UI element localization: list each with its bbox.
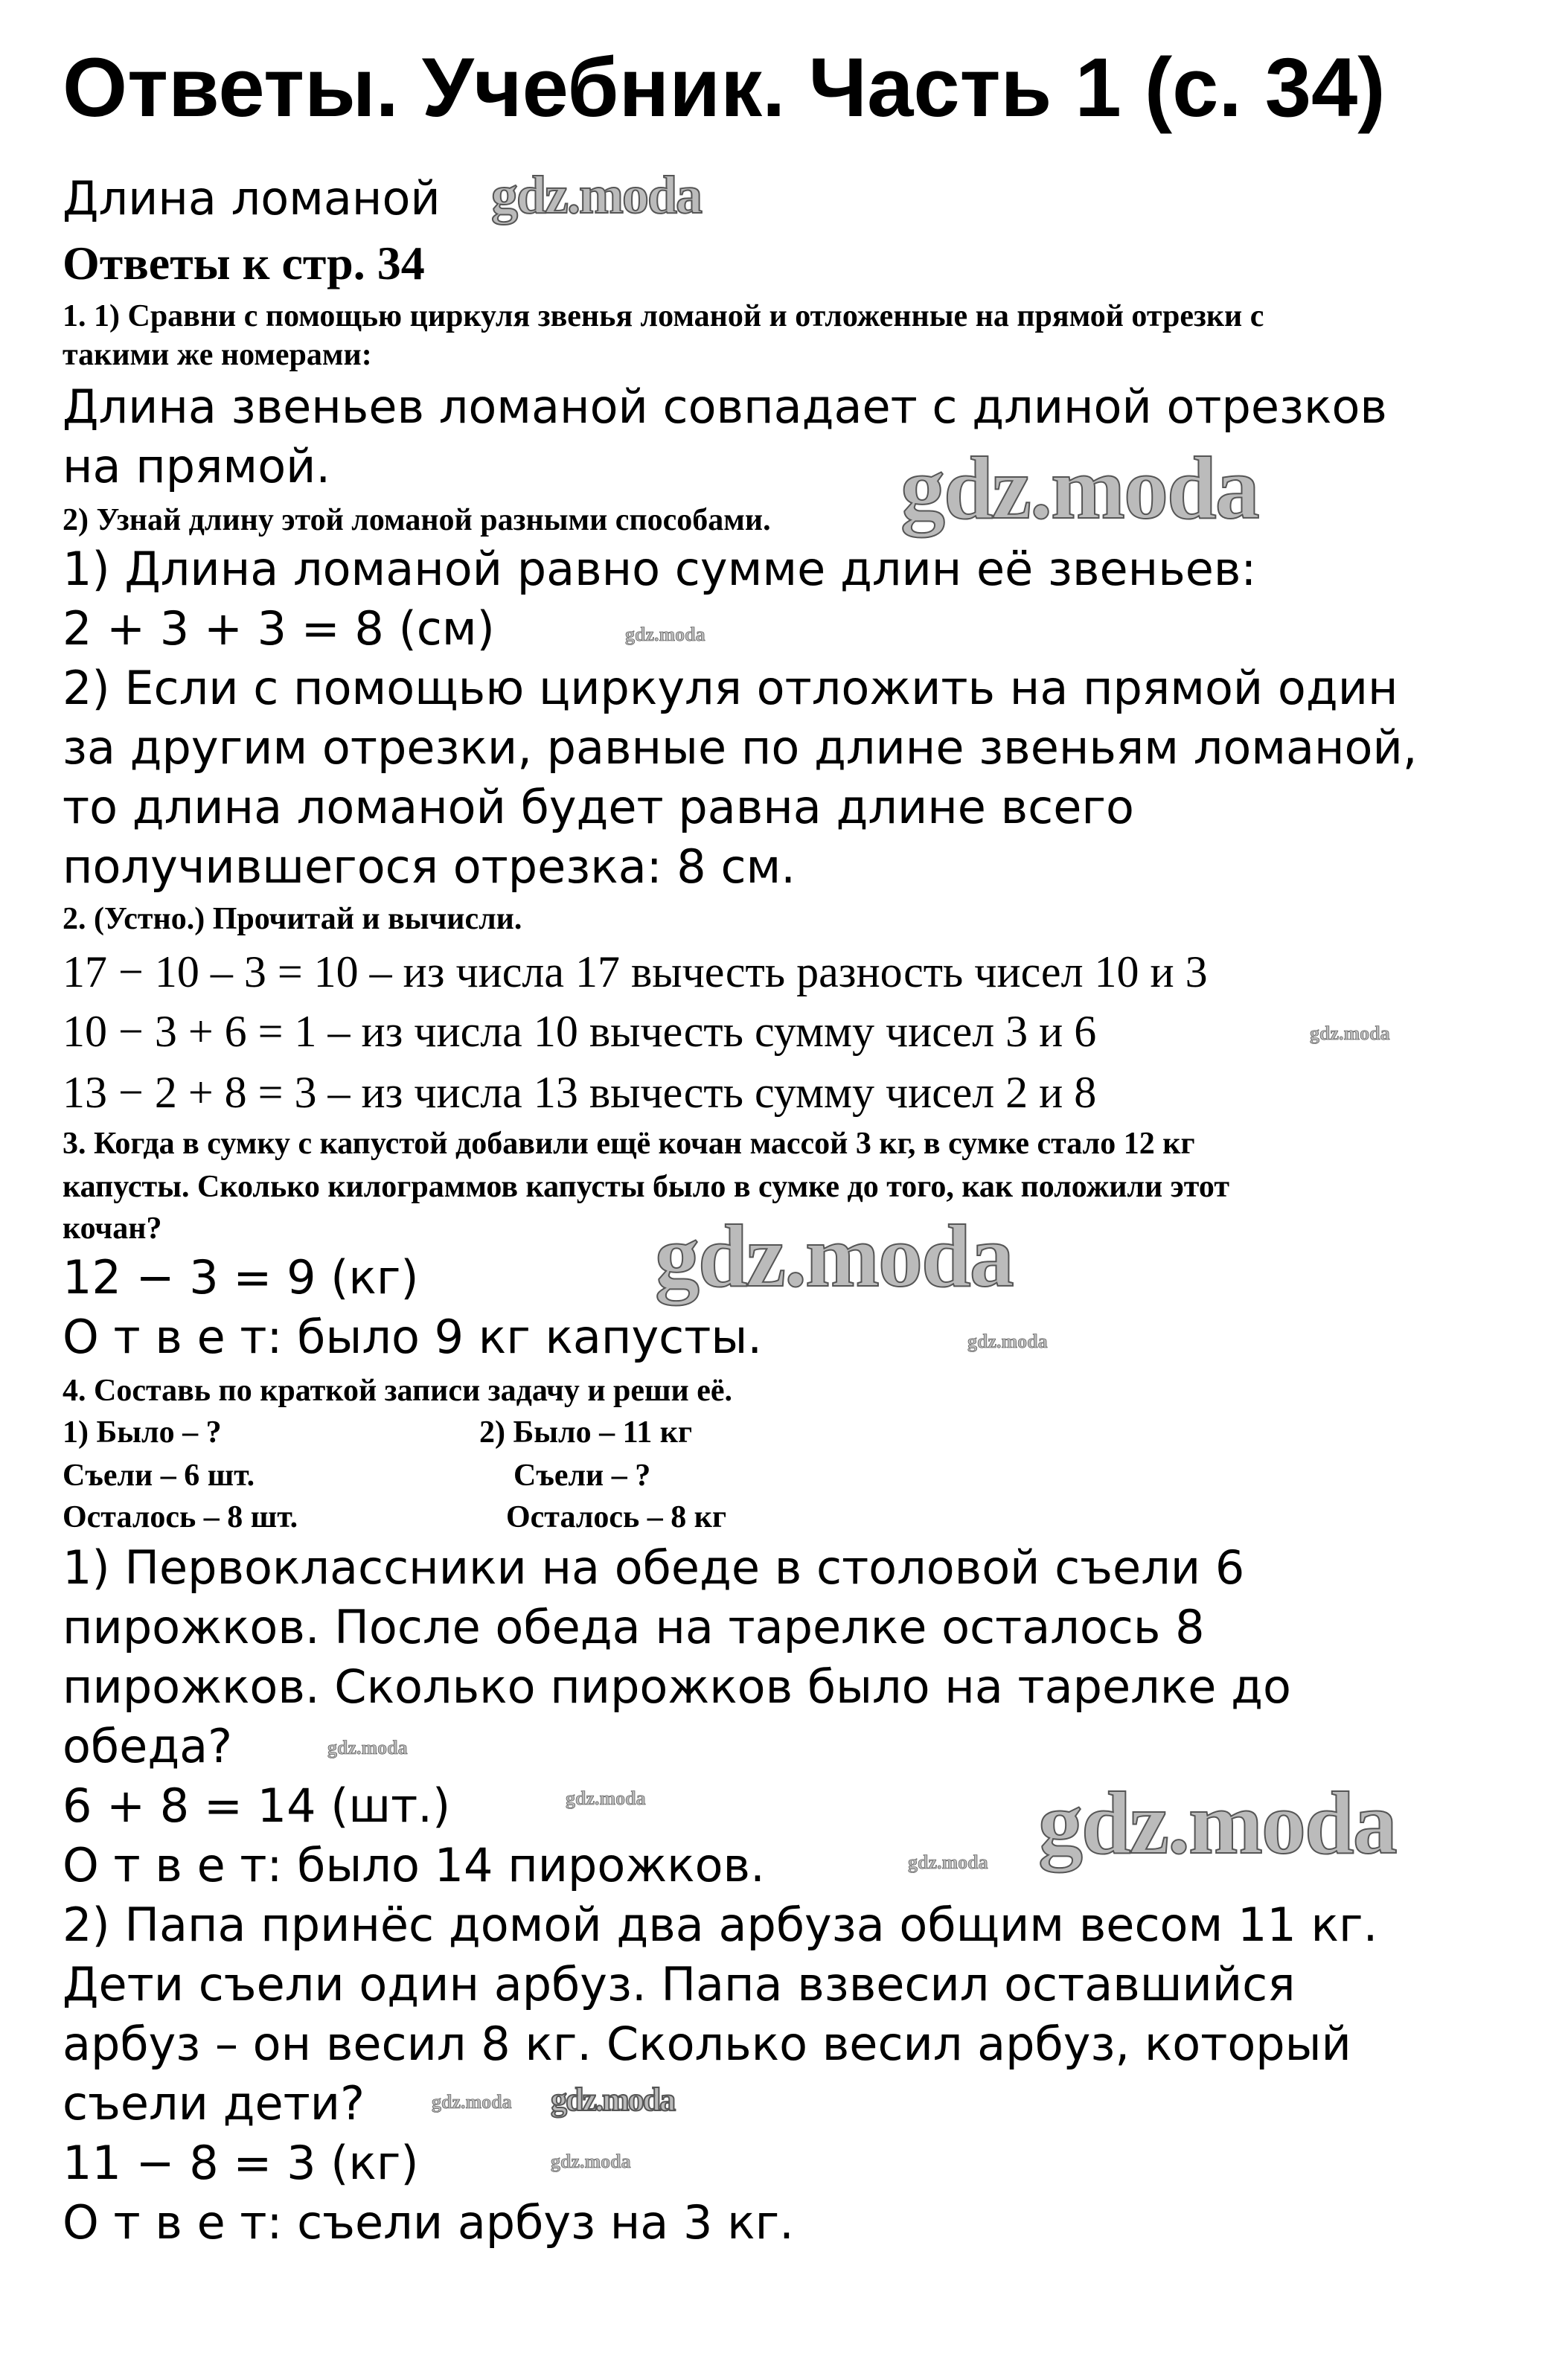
- task1-question-2: 2) Узнай длину этой ломаной разными способами.: [63, 503, 771, 537]
- task1-answer-line: за другим отрезки, равные по длине звеньям ломаной,: [63, 720, 1418, 775]
- task3-question: кочан?: [63, 1211, 162, 1246]
- task1-answer-line: то длина ломаной будет равна длине всего: [63, 780, 1134, 834]
- task4-answer-line: 11 − 8 = 3 (кг): [63, 2136, 419, 2190]
- task4-answer-line: арбуз – он весил 8 кг. Сколько весил арбуз, который: [63, 2017, 1351, 2071]
- task2-question: 2. (Устно.) Прочитай и вычисли.: [63, 902, 522, 936]
- task4-note: 2) Было – 11 кг: [479, 1415, 693, 1450]
- task4-answer-line: Дети съели один арбуз. Папа взвесил оставшийся: [63, 1957, 1296, 2011]
- task4-note: 1) Было – ?: [63, 1415, 222, 1450]
- task1-answer-line: 2 + 3 + 3 = 8 (см): [63, 601, 495, 656]
- watermark-logo: gdz.moda: [551, 2081, 675, 2118]
- task4-question: 4. Составь по краткой записи задачу и реши её.: [63, 1374, 732, 1408]
- task1-question: 1. 1) Сравни с помощью циркуля звенья ломаной и отложенные на прямой отрезки с: [63, 299, 1264, 333]
- watermark-logo: gdz.moda: [1310, 1022, 1390, 1044]
- watermark-logo: gdz.moda: [900, 438, 1258, 537]
- task4-answer-line: 6 + 8 = 14 (шт.): [63, 1779, 451, 1833]
- task1-answer-line: 1) Длина ломаной равно сумме длин её звеньев:: [63, 542, 1257, 596]
- watermark-logo: gdz.moda: [327, 1737, 408, 1758]
- task4-note: Осталось – 8 кг: [506, 1500, 727, 1534]
- task4-answer-line: обеда?: [63, 1719, 233, 1773]
- section-heading: Ответы к стр. 34: [63, 237, 425, 289]
- page-title: Ответы. Учебник. Часть 1 (с. 34): [63, 41, 1386, 134]
- task1-answer: на прямой.: [63, 439, 331, 493]
- task4-note: Осталось – 8 шт.: [63, 1500, 298, 1534]
- task2-line: 13 − 2 + 8 = 3 – из числа 13 вычесть сумму чисел 2 и 8: [63, 1068, 1097, 1117]
- topic-heading: Длина ломаной: [63, 171, 441, 225]
- task1-question: такими же номерами:: [63, 338, 372, 372]
- task4-answer-line: О т в е т: съели арбуз на 3 кг.: [63, 2195, 794, 2250]
- watermark-logo: gdz.moda: [967, 1331, 1048, 1352]
- watermark-logo: gdz.moda: [655, 1206, 1013, 1305]
- task1-answer-line: 2) Если с помощью циркуля отложить на прямой один: [63, 661, 1398, 715]
- task4-note: Съели – 6 шт.: [63, 1459, 255, 1493]
- watermark-logo: gdz.moda: [625, 624, 705, 645]
- watermark-logo: gdz.moda: [566, 1787, 646, 1809]
- task3-question: капусты. Сколько килограммов капусты было в сумке до того, как положили этот: [63, 1170, 1229, 1204]
- task4-answer-line: пирожков. Сколько пирожков было на тарелке до: [63, 1659, 1291, 1714]
- task4-answer-line: 1) Первоклассники на обеде в столовой съели 6: [63, 1540, 1245, 1595]
- task3-question: 3. Когда в сумку с капустой добавили ещё кочан массой 3 кг, в сумке стало 12 кг: [63, 1127, 1195, 1161]
- task3-answer: О т в е т: было 9 кг капусты.: [63, 1310, 763, 1364]
- task1-answer-line: получившегося отрезка: 8 см.: [63, 839, 796, 894]
- task1-answer: Длина звеньев ломаной совпадает с длиной отрезков: [63, 380, 1387, 434]
- task4-answer-line: пирожков. После обеда на тарелке осталось 8: [63, 1600, 1205, 1654]
- task4-answer-line: съели дети?: [63, 2076, 365, 2130]
- task2-line: 17 − 10 – 3 = 10 – из числа 17 вычесть разность чисел 10 и 3: [63, 947, 1208, 996]
- watermark-logo: gdz.moda: [432, 2091, 512, 2113]
- watermark-logo: gdz.moda: [551, 2151, 631, 2172]
- watermark-logo: gdz.moda: [908, 1851, 988, 1873]
- task4-answer-line: 2) Папа принёс домой два арбуза общим весом 11 кг.: [63, 1898, 1378, 1952]
- watermark-logo: gdz.moda: [1038, 1773, 1396, 1872]
- task3-answer: 12 − 3 = 9 (кг): [63, 1250, 419, 1304]
- task4-answer-line: О т в е т: было 14 пирожков.: [63, 1838, 765, 1892]
- watermark-logo: gdz.moda: [491, 165, 702, 225]
- task2-line: 10 − 3 + 6 = 1 – из числа 10 вычесть сумму чисел 3 и 6: [63, 1007, 1097, 1056]
- task4-note: Съели – ?: [513, 1459, 651, 1493]
